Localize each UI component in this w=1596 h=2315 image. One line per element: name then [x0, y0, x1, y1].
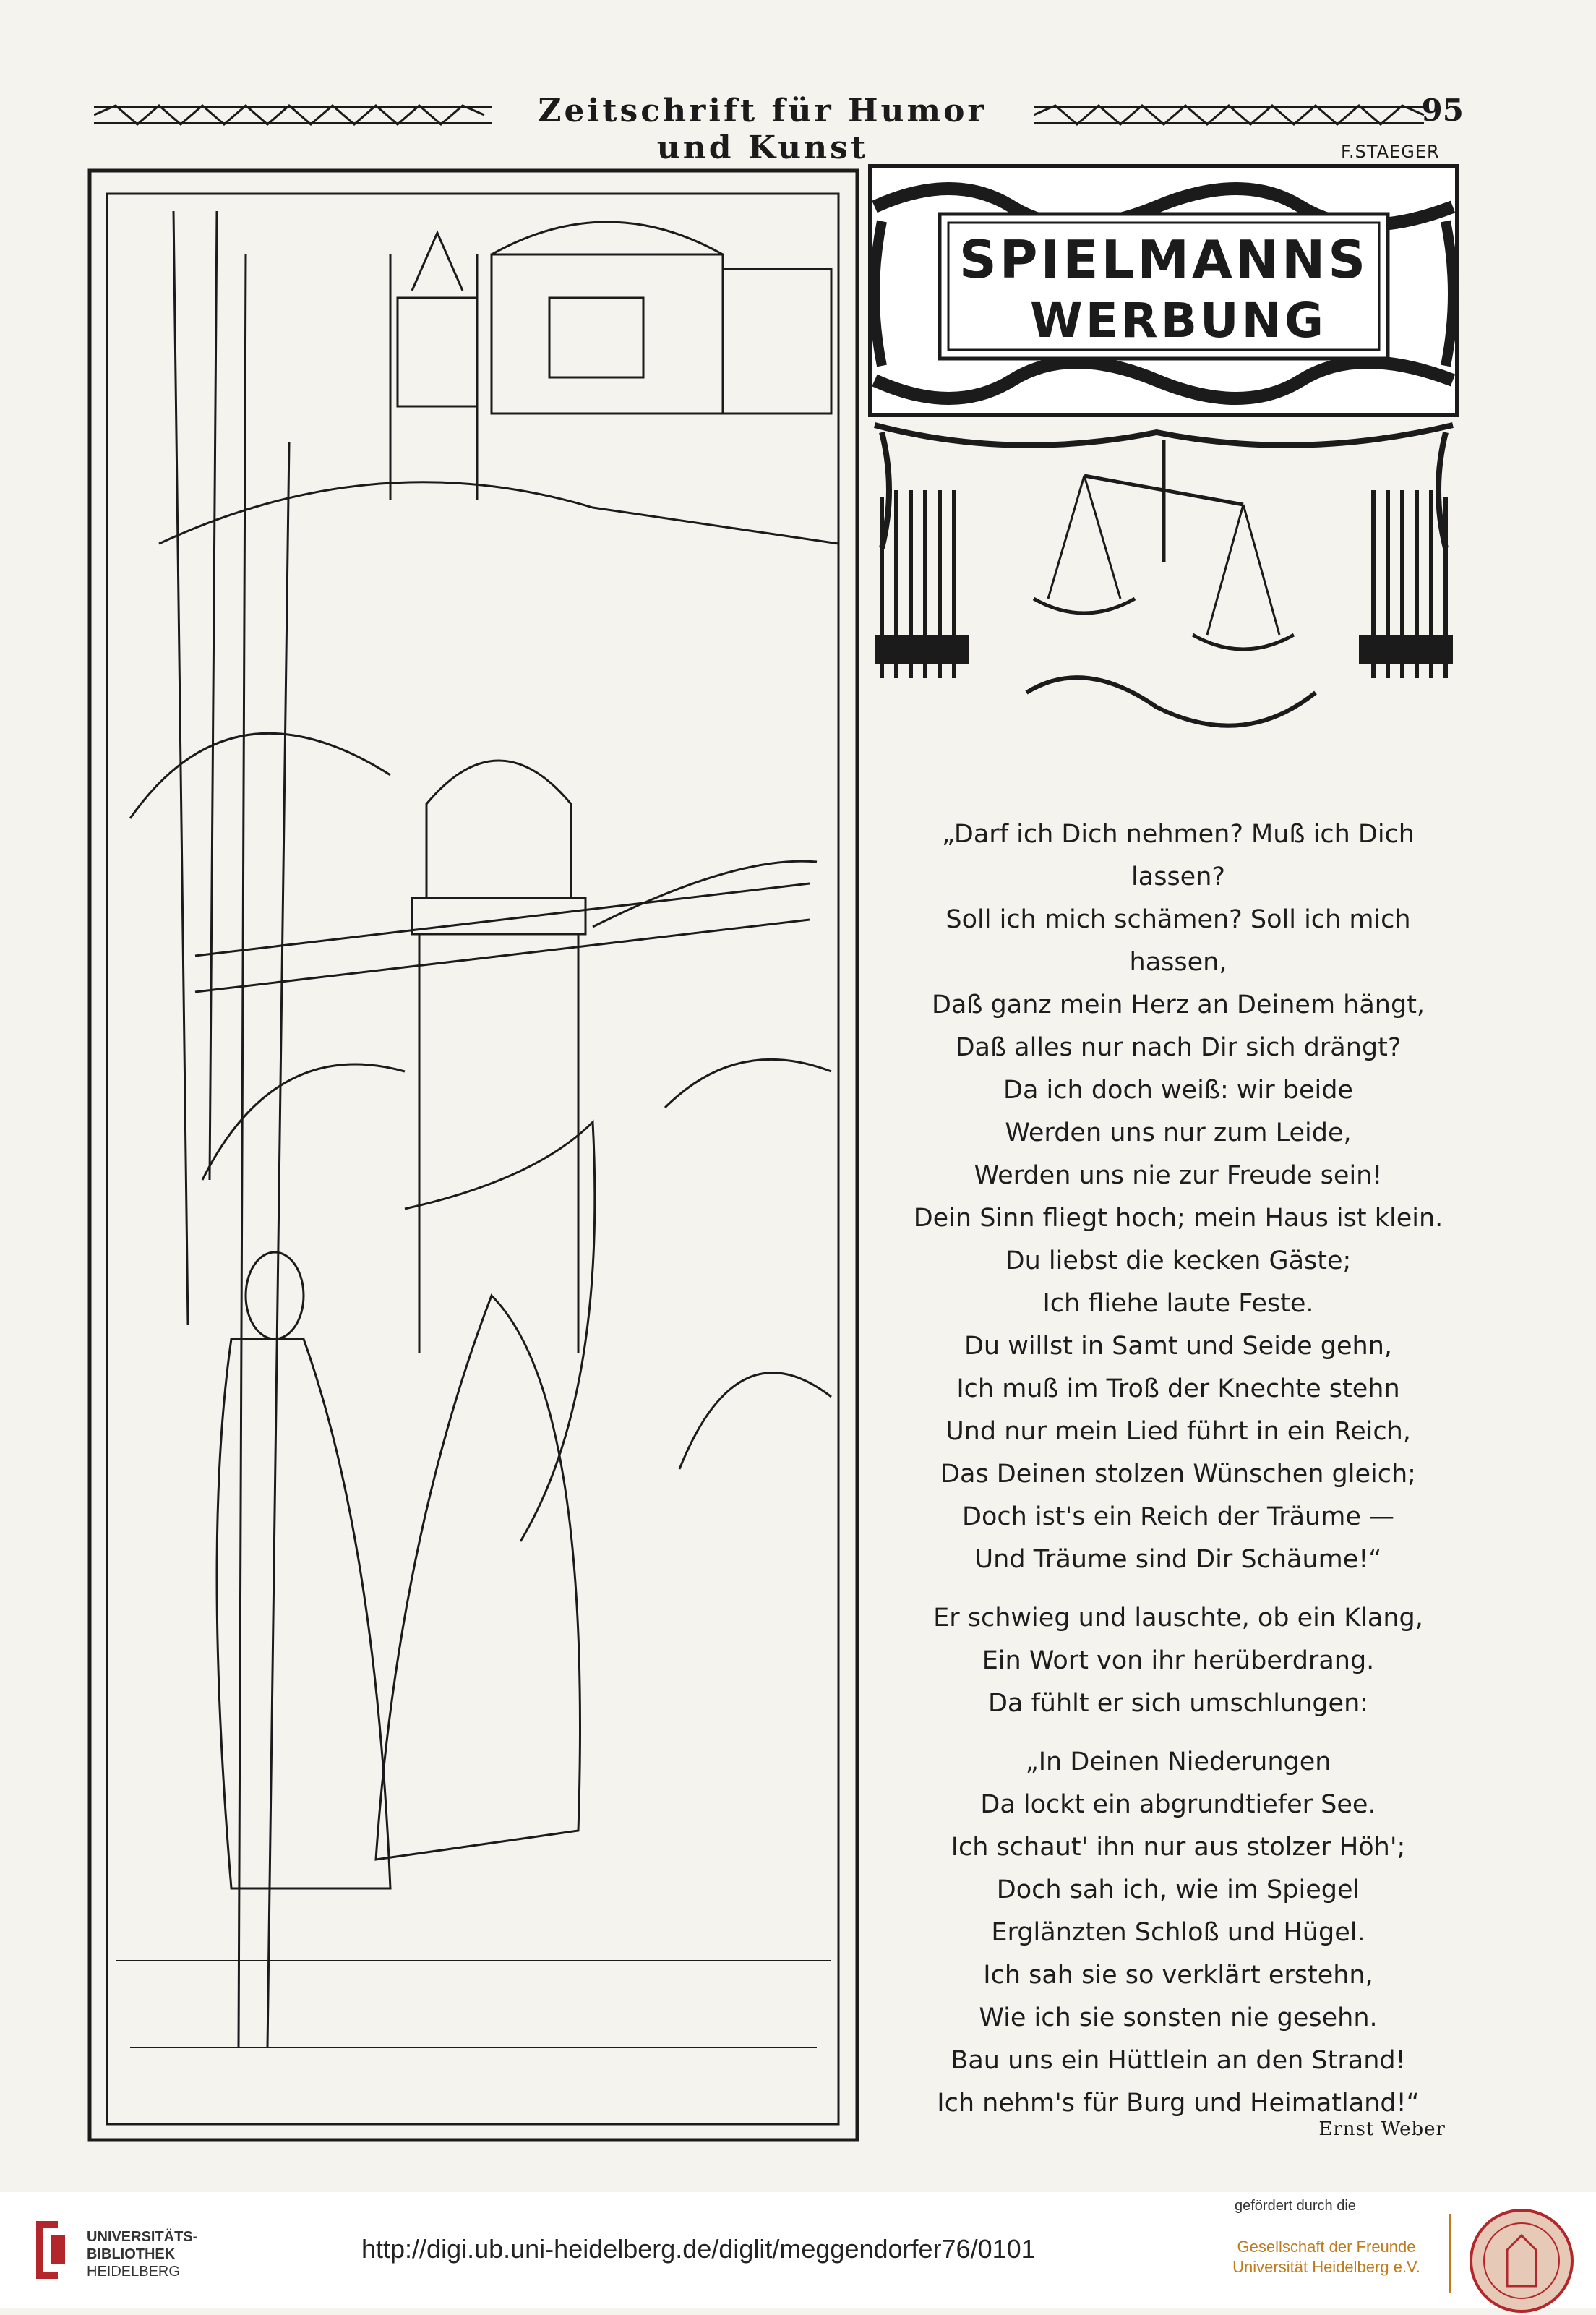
library-name-line-2: BIBLIOTHEK [87, 2246, 176, 2262]
poem-line: Du liebst die kecken Gäste; [1005, 1246, 1352, 1275]
artist-signature: F.STAEGER [1341, 142, 1440, 162]
footer-divider [1449, 2214, 1451, 2293]
poem-line: „In Deinen Niederungen [1025, 1747, 1331, 1776]
title-line-2: WERBUNG [1029, 293, 1327, 348]
poem-line: Doch ist's ein Reich der Träume — [962, 1502, 1394, 1531]
poem-stanza-2 [875, 1597, 1482, 1725]
poem-line: Ich nehm's für Burg und Heimatland!“ [937, 2089, 1420, 2118]
library-logo-icon [29, 2214, 72, 2286]
poem [875, 813, 1482, 2141]
title-panel [867, 163, 1460, 418]
poem-stanza-3 [875, 1741, 1482, 2125]
poem-line: Werden uns nur zum Leide, [1005, 1118, 1352, 1147]
poem-line: Ein Wort von ihr herüberdrang. [982, 1646, 1375, 1675]
library-name [87, 2228, 197, 2280]
poem-line: Bau uns ein Hüttlein an den Strand! [951, 2046, 1406, 2075]
university-seal-icon [1467, 2207, 1576, 2315]
poem-line: Daß alles nur nach Dir sich drängt? [955, 1033, 1402, 1062]
poem-line: Ich muß im Troß der Knechte stehn [956, 1374, 1400, 1403]
poem-line: Daß ganz mein Herz an Deinem hängt, [931, 990, 1425, 1019]
poem-line: Das Deinen stolzen Wünschen gleich; [940, 1460, 1416, 1489]
poem-line: Du willst in Samt und Seide gehn, [964, 1332, 1393, 1361]
poem-line: Und Träume sind Dir Schäume!“ [974, 1545, 1382, 1574]
page-number: 95 [1421, 93, 1464, 128]
poem-author: Ernst Weber [1318, 2118, 1446, 2140]
poem-line: Da lockt ein abgrundtiefer See. [980, 1790, 1376, 1819]
poem-line: Erglänzten Schloß und Hügel. [991, 1918, 1365, 1947]
poem-line: Und nur mein Lied führt in ein Reich, [945, 1417, 1411, 1446]
poem-line: „Darf ich Dich nehmen? Muß ich Dich [942, 820, 1415, 849]
minstrel-illustration [87, 168, 860, 2143]
poem-line: Soll ich mich schämen? Soll ich mich [945, 905, 1411, 934]
sponsor-name [1229, 2237, 1424, 2277]
title-line-1: SPIELMANNS [958, 229, 1369, 290]
header-ornament-right [1034, 103, 1438, 127]
library-name-line-1: UNIVERSITÄTS- [87, 2229, 198, 2245]
poem-line: Ich sah sie so verklärt erstehn, [983, 1961, 1373, 1990]
permalink-url[interactable]: http://digi.ub.uni-heidelberg.de/diglit/meggendorfer76/0101 [361, 2234, 1036, 2264]
poem-line: Doch sah ich, wie im Spiegel [996, 1875, 1360, 1904]
sponsor-line-2: Universität Heidelberg e.V. [1232, 2258, 1420, 2276]
poem-line: Wie ich sie sonsten nie gesehn. [979, 2003, 1378, 2032]
poem-line: hassen, [1129, 948, 1227, 977]
poem-line: Da ich doch weiß: wir beide [1003, 1076, 1353, 1105]
header-ornament-left [94, 103, 492, 127]
poem-stanza-1 [875, 813, 1482, 1581]
poem-line: Da fühlt er sich umschlungen: [987, 1689, 1369, 1718]
library-name-line-3: HEIDELBERG [87, 2264, 180, 2280]
digitization-footer [0, 2192, 1596, 2308]
scales-vignette [867, 418, 1460, 736]
journal-title: Zeitschrift für Humor und Kunst [538, 93, 987, 166]
poem-line: Ich schaut' ihn nur aus stolzer Höh'; [951, 1833, 1406, 1862]
poem-line: Ich fliehe laute Feste. [1042, 1289, 1314, 1318]
poem-line: Werden uns nie zur Freude sein! [974, 1161, 1383, 1190]
sponsor-line-1: Gesellschaft der Freunde [1237, 2238, 1416, 2256]
poem-line: lassen? [1131, 863, 1225, 891]
funded-by-label: gefördert durch die [1235, 2198, 1356, 2214]
poem-line: Er schwieg und lauschte, ob ein Klang, [933, 1604, 1423, 1633]
poem-line: Dein Sinn fliegt hoch; mein Haus ist klein. [913, 1204, 1443, 1233]
